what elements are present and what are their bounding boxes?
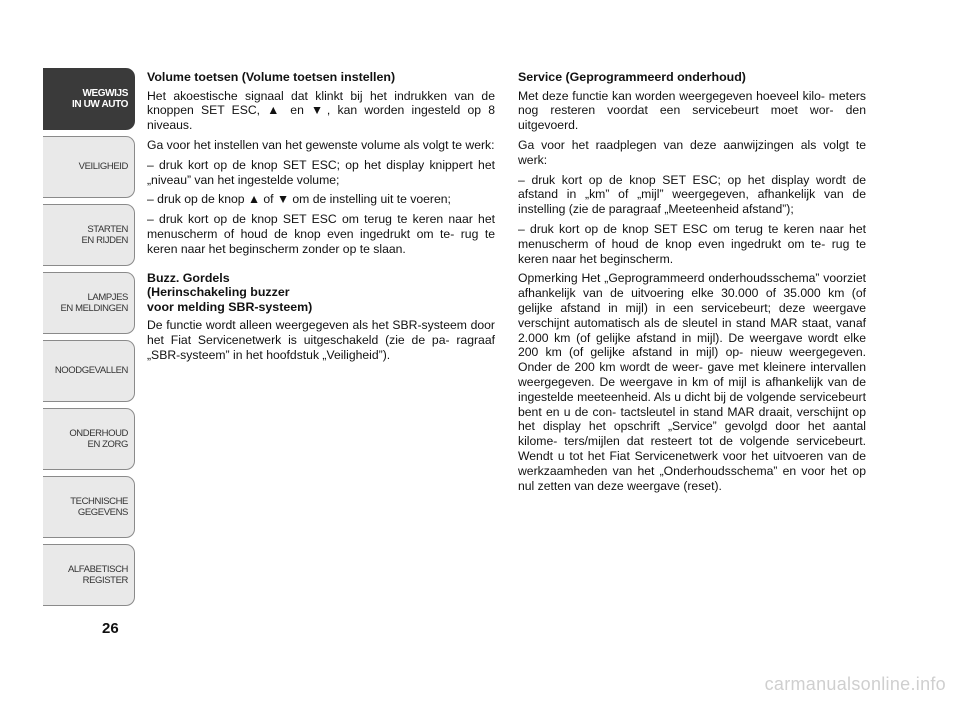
paragraph: – druk kort op de knop SET ESC; op het display knippert het „niveau” van het ingestelde volume; — [147, 157, 495, 187]
page-number: 26 — [102, 620, 119, 637]
paragraph: Ga voor het instellen van het gewenste volume als volgt te werk: — [147, 137, 495, 152]
chapter-tabs — [43, 68, 135, 612]
paragraph: – druk kort op de knop SET ESC; op het display wordt de afstand in „km” of „mijl” weergegeven, afhankelijk van de instelling (zie de paragraaf „Meeteenheid afstand”); — [518, 172, 866, 217]
tab-starten[interactable] — [43, 204, 135, 266]
paragraph: Het akoestische signaal dat klinkt bij het indrukken van de knoppen SET ESC, ▲ en ▼, kan worden ingesteld op 8 niveaus. — [147, 88, 495, 133]
tab-veiligheid[interactable] — [43, 136, 135, 198]
tab-technische[interactable] — [43, 476, 135, 538]
tab-label: ALFABETISCH REGISTER — [67, 563, 128, 586]
tab-onderhoud[interactable] — [43, 408, 135, 470]
buzz-heading: Buzz. Gordels (Herinschakeling buzzer voor melding SBR-systeem) — [147, 270, 313, 314]
spacer — [147, 262, 495, 271]
paragraph: Opmerking Het „Geprogrammeerd onderhoudsschema” voorziet afhankelijk van de uitvoering elke 30.000 of 35.000 km (of gelijke afstand in mijl) in een servicebeurt; deze weergave verschijnt automatisch als de sleutel in stand MAR staat, vanaf 2.000 km (of gelijke afstand in mijl). De weergave wordt elke 200 km (of gelijke afstand in mijl) op- nieuw weergegeven. Onder de 200 km wordt de weer- gave met kleinere intervallen weergegeven. De weergave in km of mijl is afhankelijk van de ingestelde meeteenheid. Als u dicht bij de volgende servicebeurt bent en u de con- tactsleutel in stand MAR draait, verschijnt op het display het opschrift „Service” gevolgd door het aantal kilome- ters/mijlen dat resteert tot de volgende servicebeurt. Wendt u tot het Fiat Servicenetwerk voor het uitvoeren van de werkzaamheden van het „Onderhoudsschema” en voor het op nul zetten van deze weergave (reset). — [518, 271, 866, 493]
paragraph: Met deze functie kan worden weergegeven hoeveel kilo- meters nog resteren voordat een servicebeurt moet wor- den uitgevoerd. — [518, 88, 866, 133]
volume-heading: Volume toetsen (Volume toetsen instellen) — [147, 70, 396, 84]
tab-wegwijs[interactable] — [43, 68, 135, 130]
tab-label: ONDERHOUD EN ZORG — [69, 427, 128, 450]
paragraph: – druk kort op de knop SET ESC om terug te keren naar het menuscherm of houd de knop even ingedrukt om te- rug te keren naar het beginscherm zonder op te slaan. — [147, 212, 495, 256]
tab-lampjes[interactable] — [43, 272, 135, 334]
paragraph: De functie wordt alleen weergegeven als het SBR-systeem door het Fiat Servicenetwerk is uitgeschakeld (zie de pa- ragraaf „SBR-systeem” in het hoofdstuk „Veiligheid”). — [147, 318, 495, 362]
watermark: carmanualsonline.info — [764, 674, 946, 694]
service-heading: Service (Geprogrammeerd onderhoud) — [518, 70, 746, 84]
tab-label: TECHNISCHE GEGEVENS — [70, 495, 128, 518]
tab-alfabetisch[interactable] — [43, 544, 135, 606]
paragraph: – druk op de knop ▲ of ▼ om de instelling uit te voeren; — [147, 192, 451, 207]
left-column — [147, 70, 495, 368]
tab-label: LAMPJES EN MELDINGEN — [60, 291, 128, 314]
tab-noodgevallen[interactable] — [43, 340, 135, 402]
tab-label: WEGWIJS IN UW AUTO — [72, 87, 128, 110]
tab-label: NOODGEVALLEN — [54, 365, 128, 377]
right-column — [518, 70, 866, 498]
tab-label: VEILIGHEID — [78, 161, 128, 173]
paragraph: Ga voor het raadplegen van deze aanwijzingen als volgt te werk: — [518, 137, 866, 167]
tab-label: STARTEN EN RIJDEN — [81, 223, 128, 246]
paragraph: – druk kort op de knop SET ESC om terug te keren naar het menuscherm of houd de knop even ingedrukt om te- rug te keren naar het beginscherm. — [518, 221, 866, 266]
